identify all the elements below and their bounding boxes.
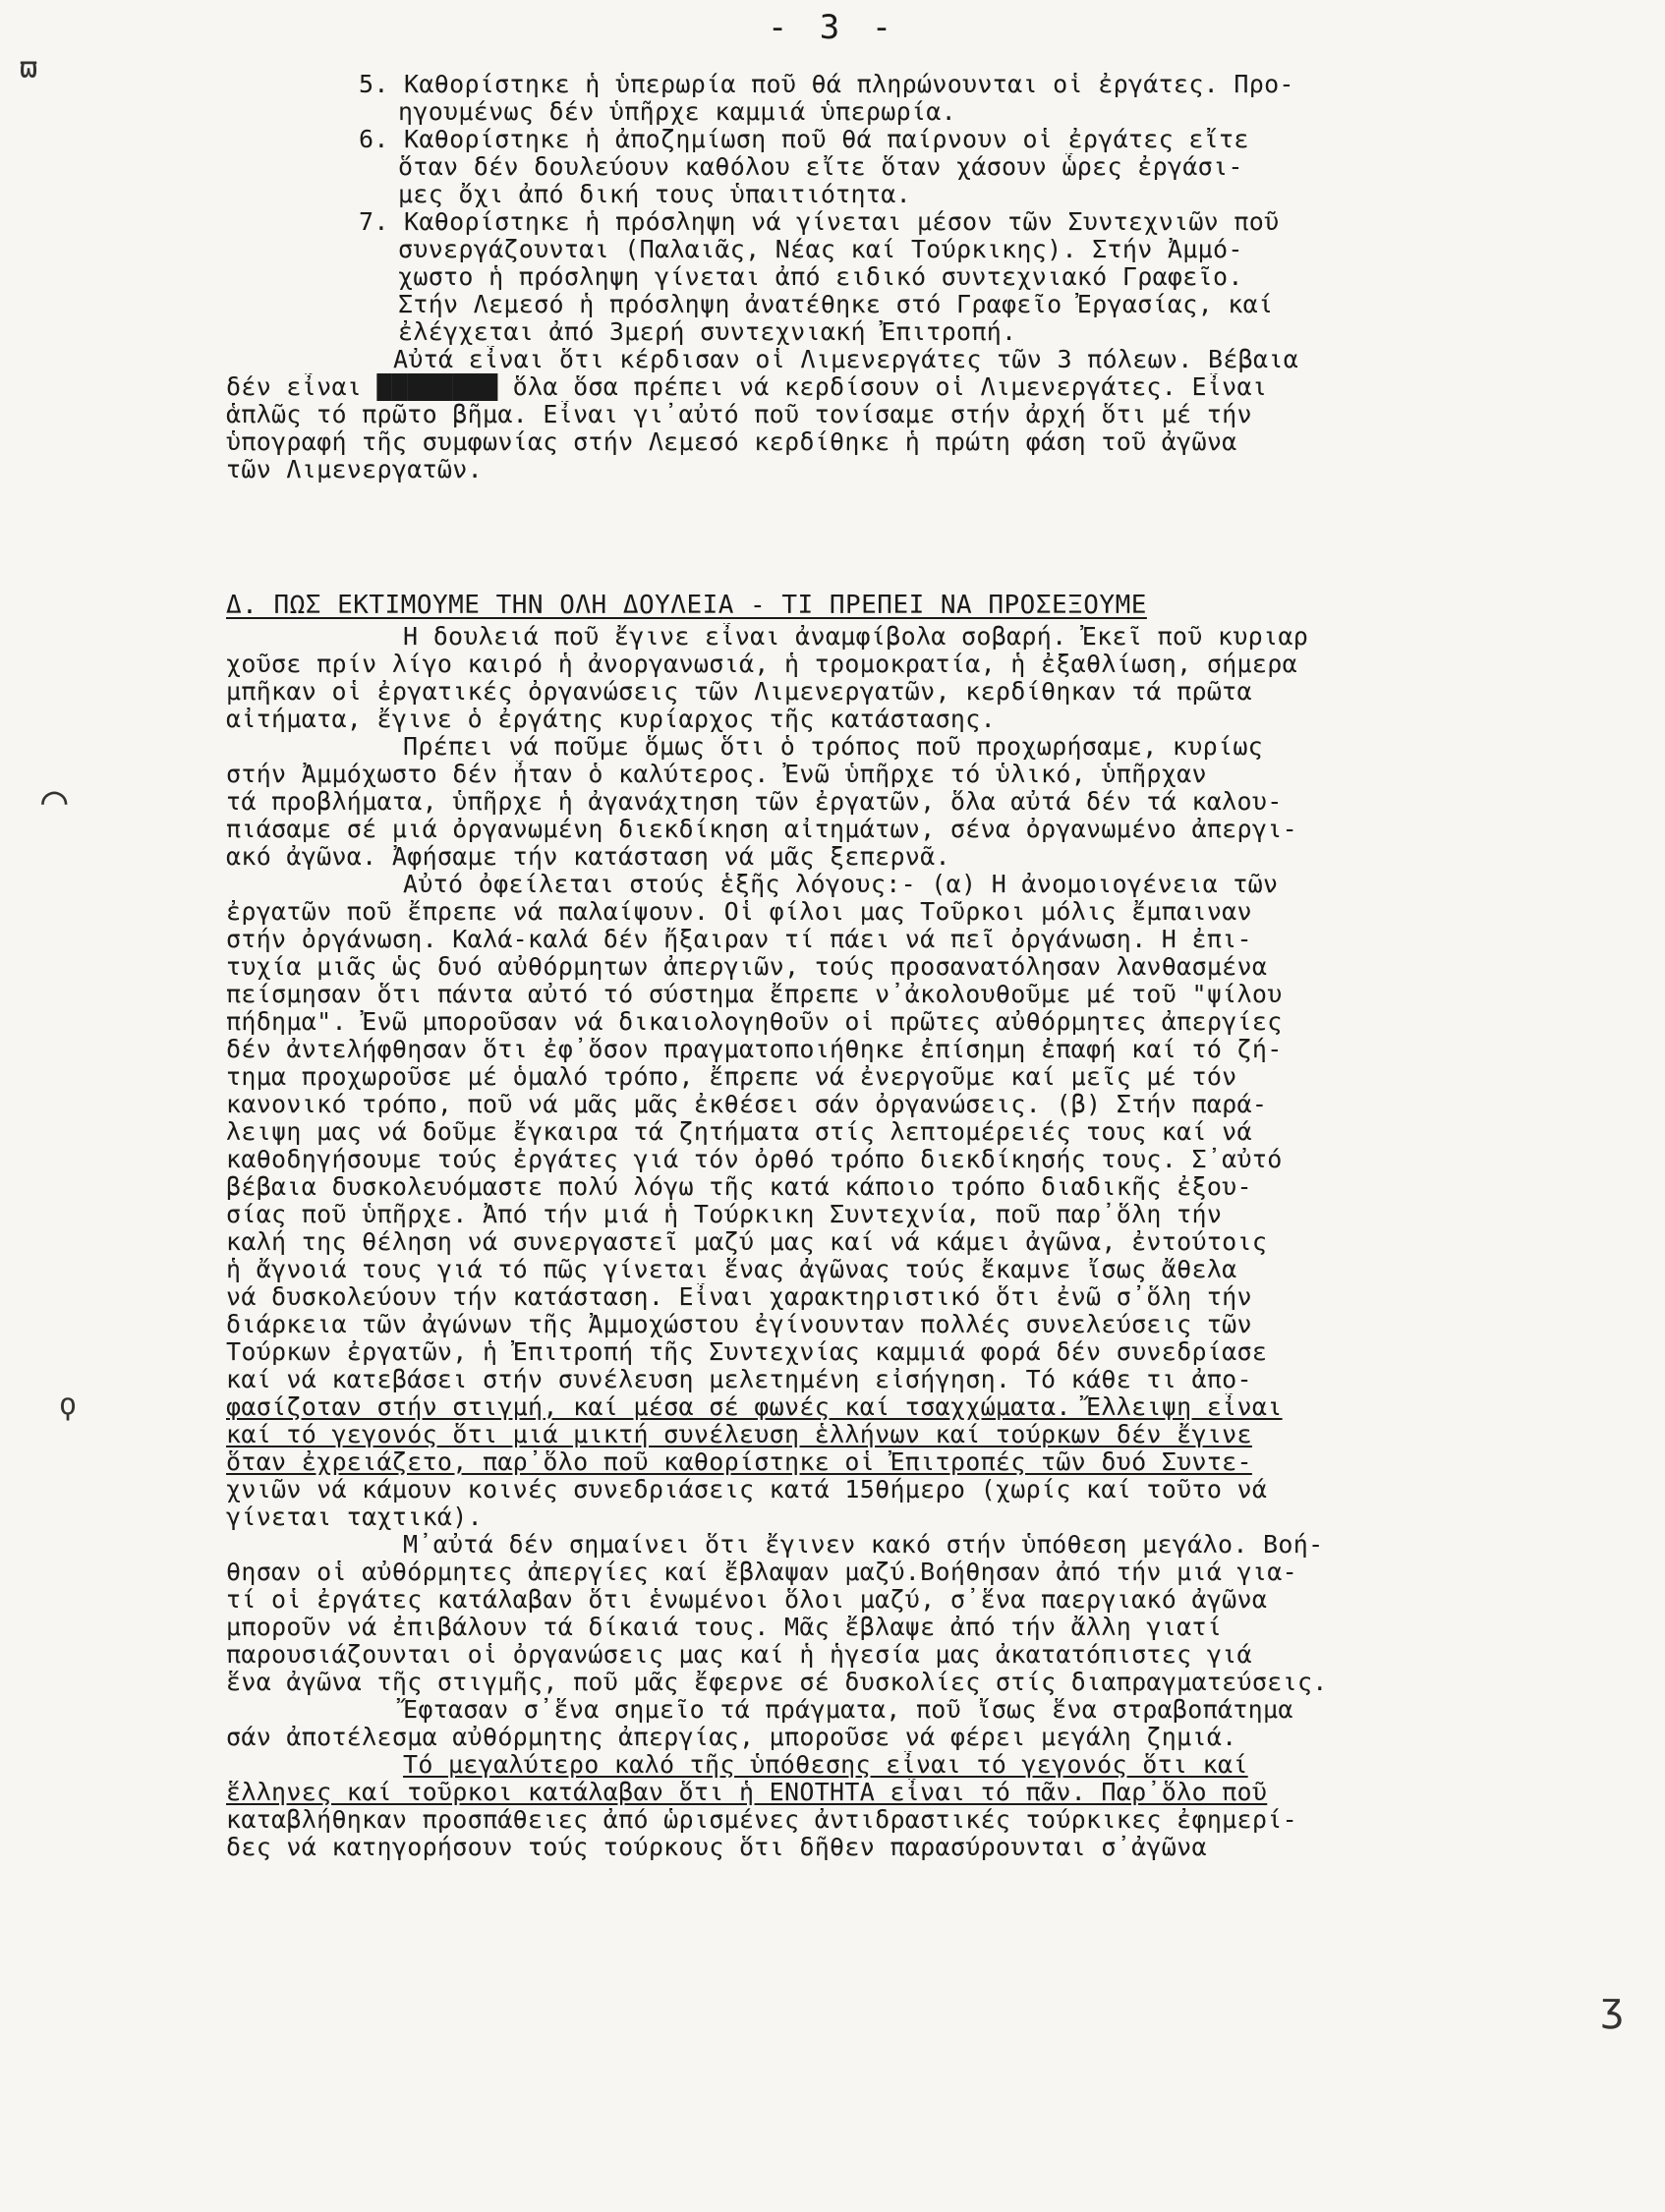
body-line: Ἔφτασαν σ᾽ἕνα σημεῖο τά πράγματα, ποῦ ἴσως ἕνα στραβοπάτημα	[403, 1696, 1293, 1724]
list-line: ὅταν δέν δουλεύουν καθόλου εἴτε ὅταν χάσουν ὧρες ἐργάσι-	[398, 153, 1243, 181]
body-line: χοῦσε πρίν λίγο καιρό ἡ ἀνοργανωσιά, ἡ τρομοκρατία, ἡ ἐξαθλίωση, σήμερα	[226, 651, 1297, 678]
body-line: πείσμησαν ὅτι πάντα αὐτό τό σύστημα ἔπρεπε ν᾽ἀκολουθοῦμε μέ τοῦ "ψίλου	[226, 981, 1283, 1008]
body-line: χνιῶν νά κάμουν κοινές συνεδριάσεις κατά 15θήμερο (χωρίς καί τοῦτο νά	[226, 1476, 1268, 1503]
body-line: καί νά κατεβάσει στήν συνέλευση μελετημένη εἰσήγηση. Τό κάθε τι ἀπο-	[226, 1366, 1252, 1393]
body-line: σάν ἀποτέλεσμα αὐθόρμητης ἀπεργίας, μποροῦσε νά φέρει μεγάλη ζημιά.	[226, 1724, 1237, 1751]
list-line: μες ὄχι ἀπό δική τους ὑπαιτιότητα.	[398, 181, 911, 208]
body-line: Μ᾽αὐτά δέν σημαίνει ὅτι ἔγινεν κακό στήν ὑπόθεση μεγάλο. Βοή-	[403, 1531, 1324, 1559]
list-line: 7. Καθορίστηκε ἡ πρόσληψη νά γίνεται μέσον τῶν Συντεχνιῶν ποῦ	[359, 208, 1280, 236]
paragraph-line: ὑπογραφή τῆς συμφωνίας στήν Λεμεσό κερδίθηκε ἡ πρώτη φάση τοῦ ἀγῶνα	[226, 428, 1237, 456]
list-line: ηγουμένως δέν ὑπῆρχε καμμιά ὑπερωρία.	[398, 98, 956, 126]
body-line: Αὐτό ὀφείλεται στούς ἑξῆς λόγους:- (α) Η ἀνομοιογένεια τῶν	[403, 871, 1279, 898]
body-line: Τό μεγαλύτερο καλό τῆς ὑπόθεσης εἶναι τό γεγονός ὅτι καί	[403, 1751, 1248, 1779]
body-line: πήδημα". Ἐνῶ μποροῦσαν νά δικαιολογηθοῦν οἱ πρῶτες αὐθόρμητες ἀπεργίες	[226, 1008, 1283, 1036]
body-line: τυχία μιᾶς ὡς δυό αὐθόρμητων ἀπεργιῶν, τούς προσανατόλησαν λανθασμένα	[226, 953, 1268, 981]
margin-scribble-3: ʒ	[1600, 1985, 1625, 2030]
body-line: ἡ ἄγνοιά τους γιά τό πῶς γίνεται ἕνας ἀγῶνας τούς ἔκαμνε ἴσως ἄθελα	[226, 1256, 1237, 1283]
margin-bracket-mark: ⌒	[41, 774, 68, 824]
body-line: στήν ὀργάνωση. Καλά-καλά δέν ἤξαιραν τί πάει νά πεῖ ὀργάνωση. Η ἐπι-	[226, 926, 1252, 953]
body-line: καί τό γεγονός ὅτι μιά μικτή συνέλευση ἑλλήνων καί τούρκων δέν ἔγινε	[226, 1421, 1252, 1448]
body-line: παρουσιάζουνται οἱ ὀργανώσεις μας καί ἡ ἡγεσία μας ἀκατατόπιστες γιά	[226, 1641, 1252, 1669]
body-line: αἰτήματα, ἔγινε ὁ ἐργάτης κυρίαρχος τῆς κατάστασης.	[226, 706, 996, 733]
body-line: τά προβλήματα, ὑπῆρχε ἡ ἀγανάχτηση τῶν ἐργατῶν, ὅλα αὐτά δέν τά καλου-	[226, 788, 1283, 816]
body-line: νά δυσκολεύουν τήν κατάσταση. Εἶναι χαρακτηριστικό ὅτι ἐνῶ σ᾽ὅλη τήν	[226, 1283, 1252, 1311]
margin-scribble-1: ϖ	[20, 51, 38, 85]
list-line: συνεργάζουνται (Παλαιᾶς, Νέας καί Τούρκικης). Στήν Ἀμμό-	[398, 236, 1243, 263]
body-line: καταβλήθηκαν προσπάθειες ἀπό ὡρισμένες ἀντιδραστικές τούρκικες ἐφημερί-	[226, 1806, 1297, 1834]
paragraph-line: ἁπλῶς τό πρῶτο βῆμα. Εἶναι γι᾽αὐτό ποῦ τονίσαμε στήν ἀρχή ὅτι μέ τήν	[226, 401, 1252, 428]
page-number: - 3 -	[767, 8, 898, 47]
body-line: γίνεται ταχτικά).	[226, 1503, 483, 1531]
body-line: ακό ἀγῶνα. Ἀφήσαμε τήν κατάσταση νά μᾶς ξεπερνᾶ.	[226, 843, 950, 871]
list-line: 6. Καθορίστηκε ἡ ἀποζημίωση ποῦ θά παίρνουν οἱ ἐργάτες εἴτε	[359, 126, 1249, 153]
body-line: Τούρκων ἐργατῶν, ἡ Ἐπιτροπή τῆς Συντεχνίας καμμιά φορά δέν συνεδρίασε	[226, 1338, 1268, 1366]
body-line: πιάσαμε σέ μιά ὀργανωμένη διεκδίκηση αἰτημάτων, σένα ὀργανωμένο ἀπεργι-	[226, 816, 1297, 843]
body-line: Η δουλειά ποῦ ἔγινε εἶναι ἀναμφίβολα σοβαρή. Ἐκεῖ ποῦ κυριαρ	[403, 623, 1309, 651]
list-section	[226, 71, 1602, 483]
body-line: μπῆκαν οἱ ἐργατικές ὀργανώσεις τῶν Λιμενεργατῶν, κερδίθηκαν τά πρῶτα	[226, 678, 1252, 706]
body-line: μποροῦν νά ἐπιβάλουν τά δίκαιά τους. Μᾶς ἔβλαψε ἀπό τήν ἄλλη γιατί	[226, 1614, 1223, 1641]
body-line: ὅταν ἐχρειάζετο, παρ᾽ὅλο ποῦ καθορίστηκε οἱ Ἐπιτροπές τῶν δυό Συντε-	[226, 1448, 1252, 1476]
list-line: 5. Καθορίστηκε ἡ ὑπερωρία ποῦ θά πληρώνουνται οἱ ἐργάτες. Προ-	[359, 71, 1294, 98]
body-line: καθοδηγήσουμε τούς ἐργάτες γιά τόν ὀρθό τρόπο διεκδίκησής τους. Σ᾽αὐτό	[226, 1146, 1283, 1173]
list-line: χωστο ἡ πρόσληψη γίνεται ἀπό ειδικό συντεχνιακό Γραφεῖο.	[398, 263, 1243, 291]
body-line: θησαν οἱ αὐθόρμητες ἀπεργίες καί ἔβλαψαν μαζύ.Βοήθησαν ἀπό τήν μιά για-	[226, 1559, 1297, 1586]
body-line: λειψη μας νά δοῦμε ἔγκαιρα τά ζητήματα στίς λεπτομέρειές τους καί νά	[226, 1118, 1252, 1146]
body-line: διάρκεια τῶν ἀγώνων τῆς Ἀμμοχώστου ἐγίνουνταν πολλές συνελεύσεις τῶν	[226, 1311, 1252, 1338]
body-line: βέβαια δυσκολευόμαστε πολύ λόγω τῆς κατά κάποιο τρόπο διαδικῆς ἐξου-	[226, 1173, 1252, 1201]
body-line: στήν Ἀμμόχωστο δέν ἦταν ὁ καλύτερος. Ἐνῶ ὑπῆρχε τό ὑλικό, ὑπῆρχαν	[226, 761, 1207, 788]
paragraph-line: δέν εἶναι ████████ ὅλα ὅσα πρέπει νά κερδίσουν οἱ Λιμενεργάτες. Εἶναι	[226, 373, 1268, 401]
body-line: ἐργατῶν ποῦ ἔπρεπε νά παλαίψουν. Οἱ φίλοι μας Τοῦρκοι μόλις ἔμπαιναν	[226, 898, 1252, 926]
body-line: σίας ποῦ ὑπῆρχε. Ἀπό τήν μιά ἡ Τούρκικη Συντεχνία, ποῦ παρ᾽ὅλη τήν	[226, 1201, 1223, 1228]
body-line: καλή της θέληση νά συνεργαστεῖ μαζύ μας καί νά κάμει ἀγῶνα, ἐντούτοις	[226, 1228, 1268, 1256]
body-line: τί οἱ ἐργάτες κατάλαβαν ὅτι ἑνωμένοι ὅλοι μαζύ, σ᾽ἕνα παεργιακό ἀγῶνα	[226, 1586, 1268, 1614]
list-line: ἐλέγχεται ἀπό 3μερή συντεχνιακή Ἐπιτροπή.	[398, 318, 1017, 346]
body-line: δες νά κατηγορήσουν τούς τούρκους ὅτι δῆθεν παρασύρουνται σ᾽ἀγῶνα	[226, 1834, 1207, 1861]
body-line: ἕλληνες καί τοῦρκοι κατάλαβαν ὅτι ἡ ΕΝΟΤΗΤΑ εἶναι τό πᾶν. Παρ᾽ὅλο ποῦ	[226, 1779, 1268, 1806]
section-heading: Δ. ΠΩΣ ΕΚΤΙΜΟΥΜΕ ΤΗΝ ΟΛΗ ΔΟΥΛΕΙΑ - ΤΙ ΠΡΕΠΕΙ ΝΑ ΠΡΟΣΕΞΟΥΜΕ	[226, 591, 1147, 620]
evaluation-section	[226, 592, 1602, 1861]
body-line: ἕνα ἀγῶνα τῆς στιγμῆς, ποῦ μᾶς ἔφερνε σέ δυσκολίες στίς διαπραγματεύσεις.	[226, 1669, 1328, 1696]
body-line: Πρέπει νά ποῦμε ὅμως ὅτι ὁ τρόπος ποῦ προχωρήσαμε, κυρίως	[403, 733, 1264, 761]
paragraph-line: Αὐτά εἶναι ὅτι κέρδισαν οἱ Λιμενεργάτες τῶν 3 πόλεων. Βέβαια	[393, 346, 1299, 373]
body-line: κανονικό τρόπο, ποῦ νά μᾶς μᾶς ἐκθέσει σάν ὀργανώσεις. (β) Στήν παρά-	[226, 1091, 1268, 1118]
margin-scribble-2: ϙ	[59, 1388, 78, 1422]
body-line: τημα προχωροῦσε μέ ὁμαλό τρόπο, ἔπρεπε νά ἐνεργοῦμε καί μεῖς μέ τόν	[226, 1063, 1237, 1091]
body-line: φασίζοταν στήν στιγμή, καί μέσα σέ φωνές καί τσαχχώματα. Ἔλλειψη εἶναι	[226, 1393, 1283, 1421]
paragraph-line: τῶν Λιμενεργατῶν.	[226, 456, 483, 483]
list-line: Στήν Λεμεσό ἡ πρόσληψη ἀνατέθηκε στό Γραφεῖο Ἐργασίας, καί	[398, 291, 1274, 318]
body-line: δέν ἀντελήφθησαν ὅτι ἐφ᾽ὅσον πραγματοποιήθηκε ἐπίσημη ἐπαφή καί τό ζή-	[226, 1036, 1283, 1063]
